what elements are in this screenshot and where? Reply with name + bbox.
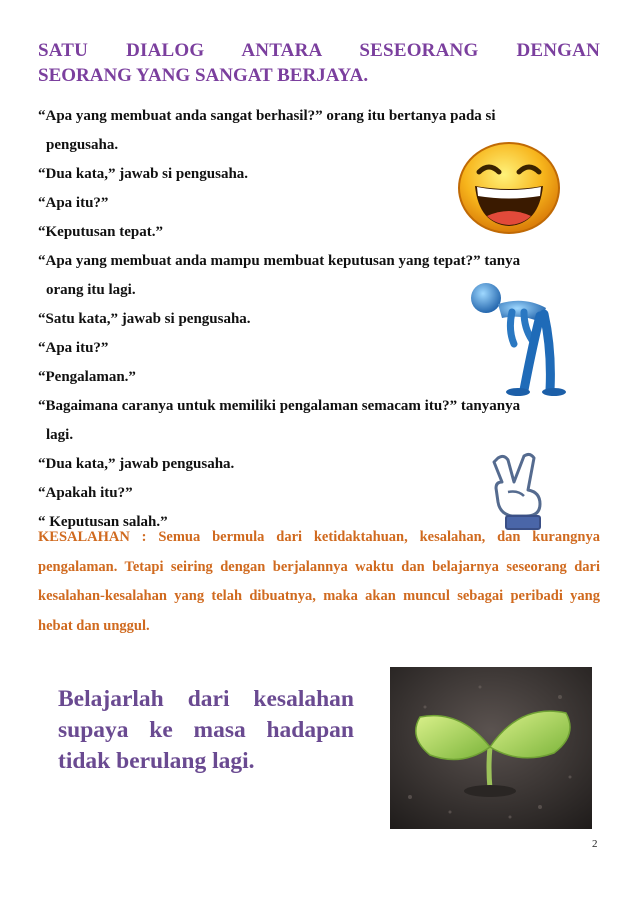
dialog-line: “Keputusan tepat.” xyxy=(38,224,164,240)
seedling-photo xyxy=(390,667,592,829)
dialog-line: “Satu kata,” jawab si pengusaha. xyxy=(38,311,251,327)
dialog-line: “Apa itu?” xyxy=(38,195,109,211)
dialog-line: “Apa yang membuat anda mampu membuat keputusan yang tepat?” tanya xyxy=(38,253,521,269)
dialog-line: pengusaha. xyxy=(46,137,119,153)
lesson-paragraph: KESALAHAN : Semua bermula dari ketidaktahuan, kesalahan, dan kurangnya pengalaman. Tetapi seiring dengan berjalannya waktu dan belajarnya seseorang dari kesalahan-kesalahan yang telah dibuatnya, maka akan muncul sebagai peribadi yang hebat dan unggul. xyxy=(38,529,600,634)
laughing-smiley-icon xyxy=(453,140,565,236)
motivational-quote: Belajarlah dari kesalahan supaya ke masa hadapan tidak berulang lagi. xyxy=(58,686,354,774)
dialog-line: “ Keputusan salah.” xyxy=(38,514,168,530)
page-title-line-1: SATU DIALOG ANTARA SESEORANG DENGAN xyxy=(38,40,600,61)
dialog-line: lagi. xyxy=(46,427,74,443)
dialog-line: “Apa yang membuat anda sangat berhasil?” orang itu bertanya pada si xyxy=(38,108,496,124)
dialog-line: “Pengalaman.” xyxy=(38,369,136,385)
dialog-line: “Dua kata,” jawab pengusaha. xyxy=(38,456,235,472)
bowing-figure-icon xyxy=(462,278,566,400)
victory-hand-icon xyxy=(484,452,556,532)
dialog-line: “Apa itu?” xyxy=(38,340,109,356)
page-number: 2 xyxy=(592,838,598,850)
dialog-line: orang itu lagi. xyxy=(46,282,136,298)
dialog-line: “Bagaimana caranya untuk memiliki pengalaman semacam itu?” tanyanya xyxy=(38,398,521,414)
dialog-line: “Dua kata,” jawab si pengusaha. xyxy=(38,166,249,182)
page-title-line-2: SEORANG YANG SANGAT BERJAYA. xyxy=(38,65,369,86)
dialog-line: “Apakah itu?” xyxy=(38,485,133,501)
